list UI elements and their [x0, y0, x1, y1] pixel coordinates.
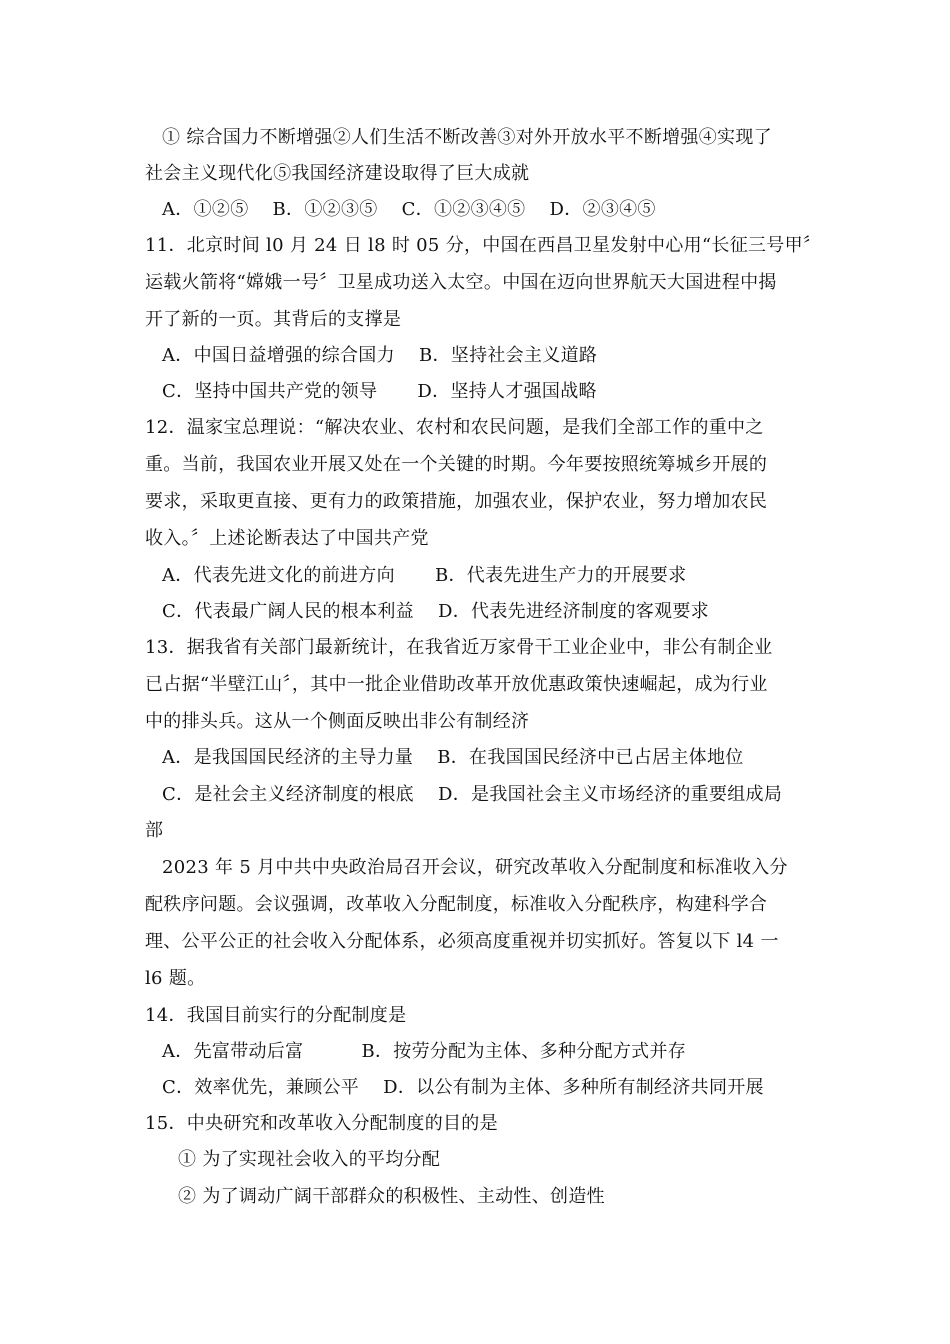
q14-option-a: A．先富带动后富: [162, 1041, 304, 1062]
q11-option-d: D．坚持人才强国战略: [417, 381, 597, 402]
q14-option-d: D．以公有制为主体、多种所有制经济共同开展: [383, 1077, 764, 1098]
q13-stem-line-1: 13．据我省有关部门最新统计，在我省近万家骨干工业企业中，非公有制企业: [145, 637, 773, 658]
q15-statement-1: ① 为了实现社会收入的平均分配: [178, 1149, 441, 1170]
q14-stem: 14．我国目前实行的分配制度是: [145, 1005, 407, 1026]
passage-line-1: 2023 年 5 月中共中央政治局召开会议，研究改革收入分配制度和标准收入分: [162, 857, 788, 878]
q10-option-a: A．①②⑤: [162, 199, 249, 220]
q12-option-c: C．代表最广阔人民的根本利益: [162, 601, 414, 622]
q13-option-a: A．是我国国民经济的主导力量: [162, 747, 414, 768]
q12-option-a: A．代表先进文化的前进方向: [162, 565, 395, 586]
q10-options: [162, 198, 656, 222]
q14-options-ab: [162, 1040, 686, 1064]
passage-line-4: l6 题。: [145, 968, 206, 989]
q11-option-b: B．坚持社会主义道路: [418, 345, 598, 366]
q13-option-c: C．是社会主义经济制度的根底: [162, 784, 414, 805]
q11-stem-line-2: 运载火箭将“嫦娥一号〞卫星成功送入太空。中国在迈向世界航天大国进程中揭: [145, 272, 777, 293]
q11-option-a: A．中国日益增强的综合国力: [162, 345, 395, 366]
q12-options-cd: [162, 600, 709, 624]
q12-option-d: D．代表先进经济制度的客观要求: [438, 601, 709, 622]
q11-stem-line-1: 11．北京时间 l0 月 24 日 l8 时 05 分，中国在西昌卫星发射中心用“长征三号甲〞: [145, 235, 822, 256]
q10-option-b: B．①②③⑤: [272, 199, 378, 220]
q12-option-b: B．代表先进生产力的开展要求: [434, 565, 687, 586]
q12-stem-line-4: 收入。〞上述论断表达了中国共产党: [145, 528, 429, 549]
q13-stem-line-2: 已占据“半壁江山〞，其中一批企业借助改革开放优惠政策快速崛起，成为行业: [145, 674, 768, 695]
q11-option-c: C．坚持中国共产党的领导: [162, 381, 378, 402]
q13-stem-line-3: 中的排头兵。这从一个侧面反映出非公有制经济: [145, 711, 530, 732]
q14-options-cd: [162, 1076, 764, 1100]
q12-options-ab: [162, 564, 686, 588]
q13-options-ab: [162, 746, 744, 770]
q10-statements-line-1: ① 综合国力不断增强②人们生活不断改善③对外开放水平不断增强④实现了: [162, 127, 772, 148]
q14-option-b: B．按劳分配为主体、多种分配方式并存: [361, 1041, 687, 1062]
q11-options-cd: [162, 380, 597, 404]
passage-line-3: 理、公平公正的社会收入分配体系，必须高度重视并切实抓好。答复以下 l4 一: [145, 931, 779, 952]
q11-stem-line-3: 开了新的一页。其背后的支撑是: [145, 309, 402, 330]
q13-option-d: D．是我国社会主义市场经济的重要组成局: [438, 784, 783, 805]
q14-option-c: C．效率优先，兼顾公平: [162, 1077, 360, 1098]
q15-statement-2: ② 为了调动广阔干部群众的积极性、主动性、创造性: [178, 1186, 605, 1207]
q12-stem-line-3: 要求，采取更直接、更有力的政策措施，加强农业，保护农业，努力增加农民: [145, 491, 768, 512]
q13-option-d-continuation: 部: [145, 820, 164, 841]
q12-stem-line-1: 12．温家宝总理说：“解决农业、农村和农民问题，是我们全部工作的重中之: [145, 417, 764, 438]
q11-options-ab: [162, 344, 597, 368]
q12-stem-line-2: 重。当前，我国农业开展又处在一个关键的时期。今年要按照统筹城乡开展的: [145, 454, 768, 475]
q10-option-d: D．②③④⑤: [549, 199, 656, 220]
q13-option-b: B．在我国国民经济中已占居主体地位: [437, 747, 744, 768]
q10-option-c: C．①②③④⑤: [401, 199, 526, 220]
q13-options-cd: [162, 783, 782, 807]
q15-stem: 15．中央研究和改革收入分配制度的目的是: [145, 1113, 498, 1134]
passage-line-2: 配秩序问题。会议强调，改革收入分配制度，标准收入分配秩序，构建科学合: [145, 894, 768, 915]
q10-statements-line-2: 社会主义现代化⑤我国经济建设取得了巨大成就: [145, 163, 530, 184]
